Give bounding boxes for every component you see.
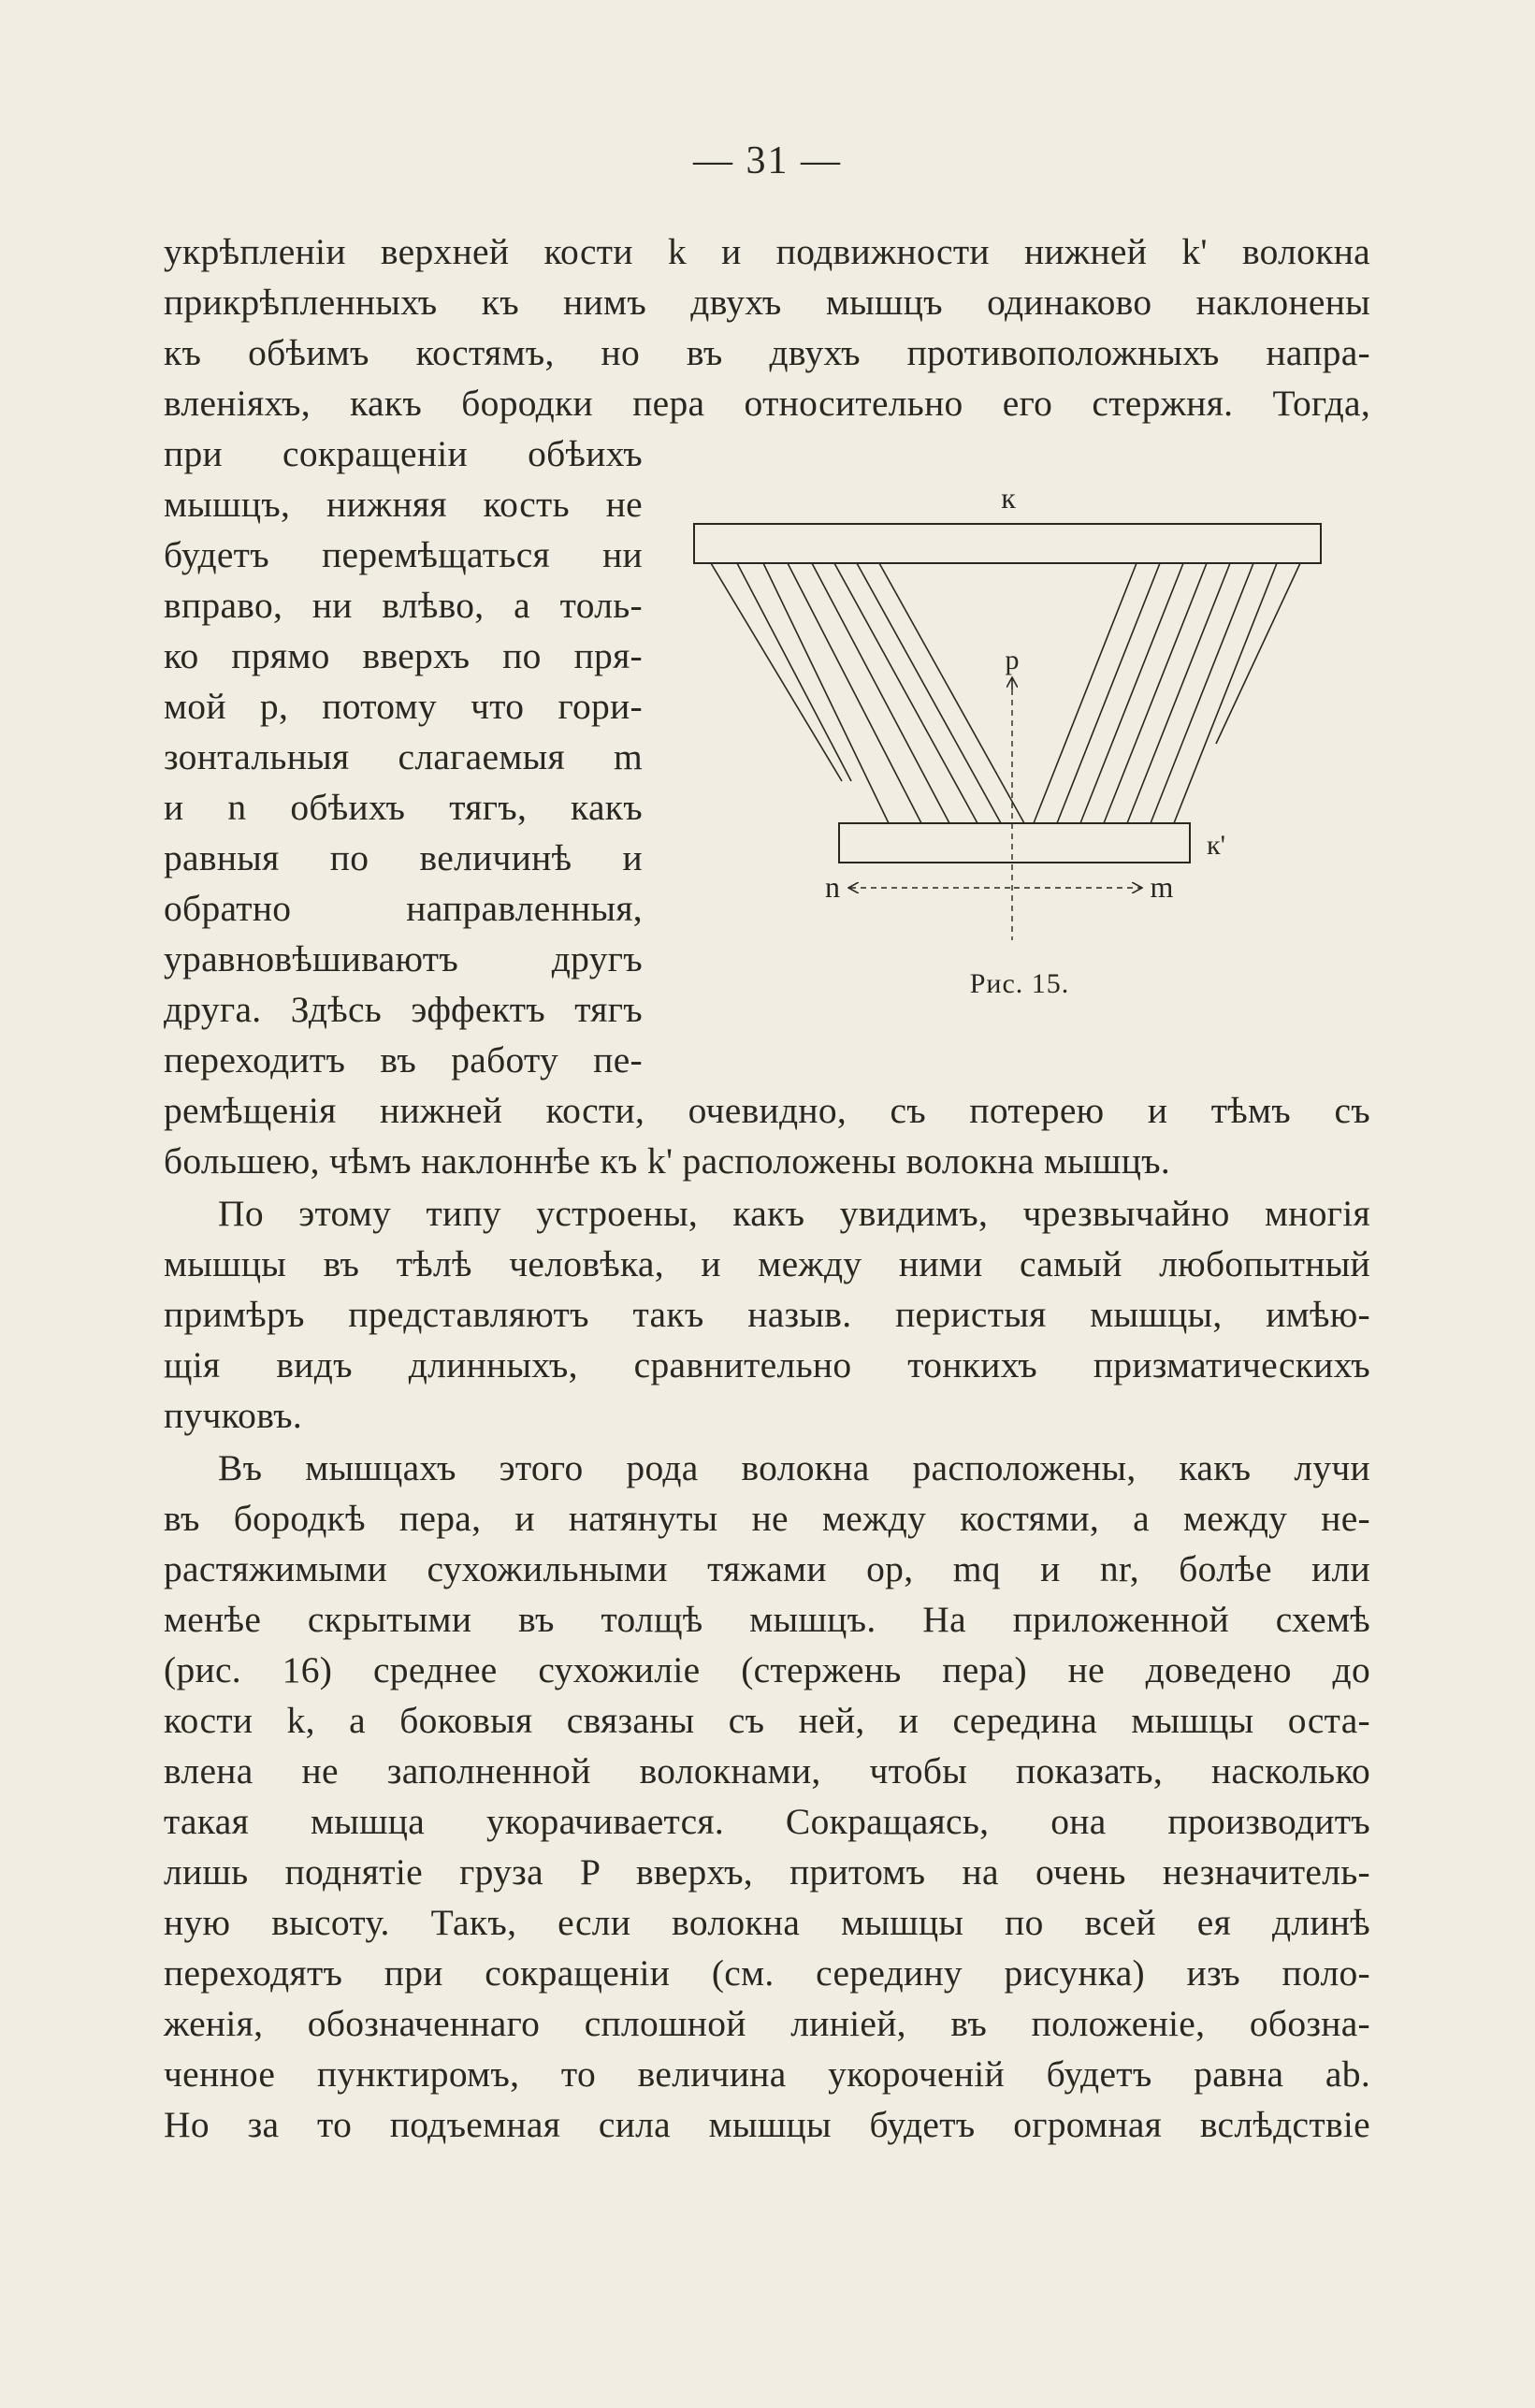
text-line: Въ мышцахъ этого рода волокна расположены, какъ лучи	[218, 1447, 1370, 1488]
page-number: — 31 —	[693, 139, 842, 182]
label-k-prime: к'	[1207, 830, 1225, 861]
text-line: пучковъ.	[164, 1395, 303, 1436]
text-line: ко прямо вверхъ по пря-	[164, 635, 643, 676]
text-line: ремѣщенія нижней кости, очевидно, съ потерею и тѣмъ съ	[164, 1090, 1370, 1131]
text-line: при сокращеніи обѣихъ	[164, 433, 643, 474]
figure-caption: Рис. 15.	[969, 968, 1070, 999]
text-line: мышцы въ тѣлѣ человѣка, и между ними самый любопытный	[164, 1243, 1370, 1284]
muscle-diagram	[673, 472, 1366, 959]
text-line: въ бородкѣ пера, и натянуты не между костями, а между не-	[164, 1498, 1370, 1539]
text-line: мой p, потому что гори-	[164, 686, 643, 727]
text-line: такая мышца укорачивается. Сокращаясь, она производитъ	[164, 1801, 1370, 1842]
text-line: къ обѣимъ костямъ, но въ двухъ противоположныхъ напра-	[164, 332, 1370, 373]
text-line: ную высоту. Такъ, если волокна мышцы по всей ея длинѣ	[164, 1902, 1370, 1943]
text-line: женія, обозначеннаго сплошной линіей, въ положеніе, обозна-	[164, 2003, 1370, 2044]
figure-15	[673, 472, 1366, 1015]
label-m: m	[1150, 870, 1174, 904]
upper-bone-k	[694, 524, 1321, 563]
text-line: равныя по величинѣ и	[164, 837, 643, 878]
text-line: прикрѣпленныхъ къ нимъ двухъ мышцъ одинаково наклонены	[164, 282, 1370, 323]
text-line: щія видъ длинныхъ, сравнительно тонкихъ призматическихъ	[164, 1344, 1370, 1385]
text-line: будетъ перемѣщаться ни	[164, 534, 643, 575]
text-line: растяжимыми сухожильными тяжами op, mq и nr, болѣе или	[164, 1548, 1370, 1589]
text-line: кости k, а боковыя связаны съ ней, и середина мышцы оста-	[164, 1700, 1370, 1741]
right-muscle-fibers	[1034, 563, 1300, 823]
lower-bone-k-prime	[839, 823, 1190, 863]
text-line: уравновѣшиваютъ другъ	[164, 938, 643, 979]
text-line: зонтальныя слагаемыя m	[164, 736, 643, 777]
text-line: друга. Здѣсь эффектъ тягъ	[164, 989, 643, 1030]
text-line: мышцъ, нижняя кость не	[164, 484, 643, 525]
text-line: Но за то подъемная сила мышцы будетъ огромная вслѣдствіе	[164, 2104, 1370, 2145]
text-line: обратно направленныя,	[164, 888, 643, 929]
text-line: вправо, ни влѣво, а толь-	[164, 585, 643, 626]
left-muscle-fibers	[711, 563, 1024, 823]
text-line: укрѣпленіи верхней кости k и подвижности нижней k' волокна	[164, 231, 1370, 272]
label-k-top: к	[1001, 481, 1016, 515]
text-line: примѣръ представляютъ такъ назыв. перистыя мышцы, имѣю-	[164, 1294, 1370, 1335]
text-line: По этому типу устроены, какъ увидимъ, чрезвычайно многія	[218, 1193, 1370, 1234]
text-line: вленіяхъ, какъ бородки пера относительно его стержня. Тогда,	[164, 383, 1370, 424]
text-line: (рис. 16) среднее сухожиліе (стержень пера) не доведено до	[164, 1649, 1370, 1690]
text-line: и n обѣихъ тягъ, какъ	[164, 787, 643, 828]
text-line: ченное пунктиромъ, то величина укороченій будетъ равна ab.	[164, 2053, 1370, 2095]
text-line: переходитъ въ работу пе-	[164, 1039, 643, 1081]
text-line: большею, чѣмъ наклоннѣе къ k' расположены волокна мышцъ.	[164, 1140, 1171, 1182]
text-line: влена не заполненной волокнами, чтобы показать, насколько	[164, 1750, 1370, 1791]
text-line: переходятъ при сокращеніи (см. середину рисунка) изъ поло-	[164, 1952, 1370, 1994]
text-line: лишь поднятіе груза P вверхъ, притомъ на очень незначитель-	[164, 1851, 1370, 1893]
text-line: менѣе скрытыми въ толщѣ мышцъ. На приложенной схемѣ	[164, 1599, 1370, 1640]
label-p: p	[1005, 645, 1020, 675]
label-n: n	[825, 870, 840, 904]
